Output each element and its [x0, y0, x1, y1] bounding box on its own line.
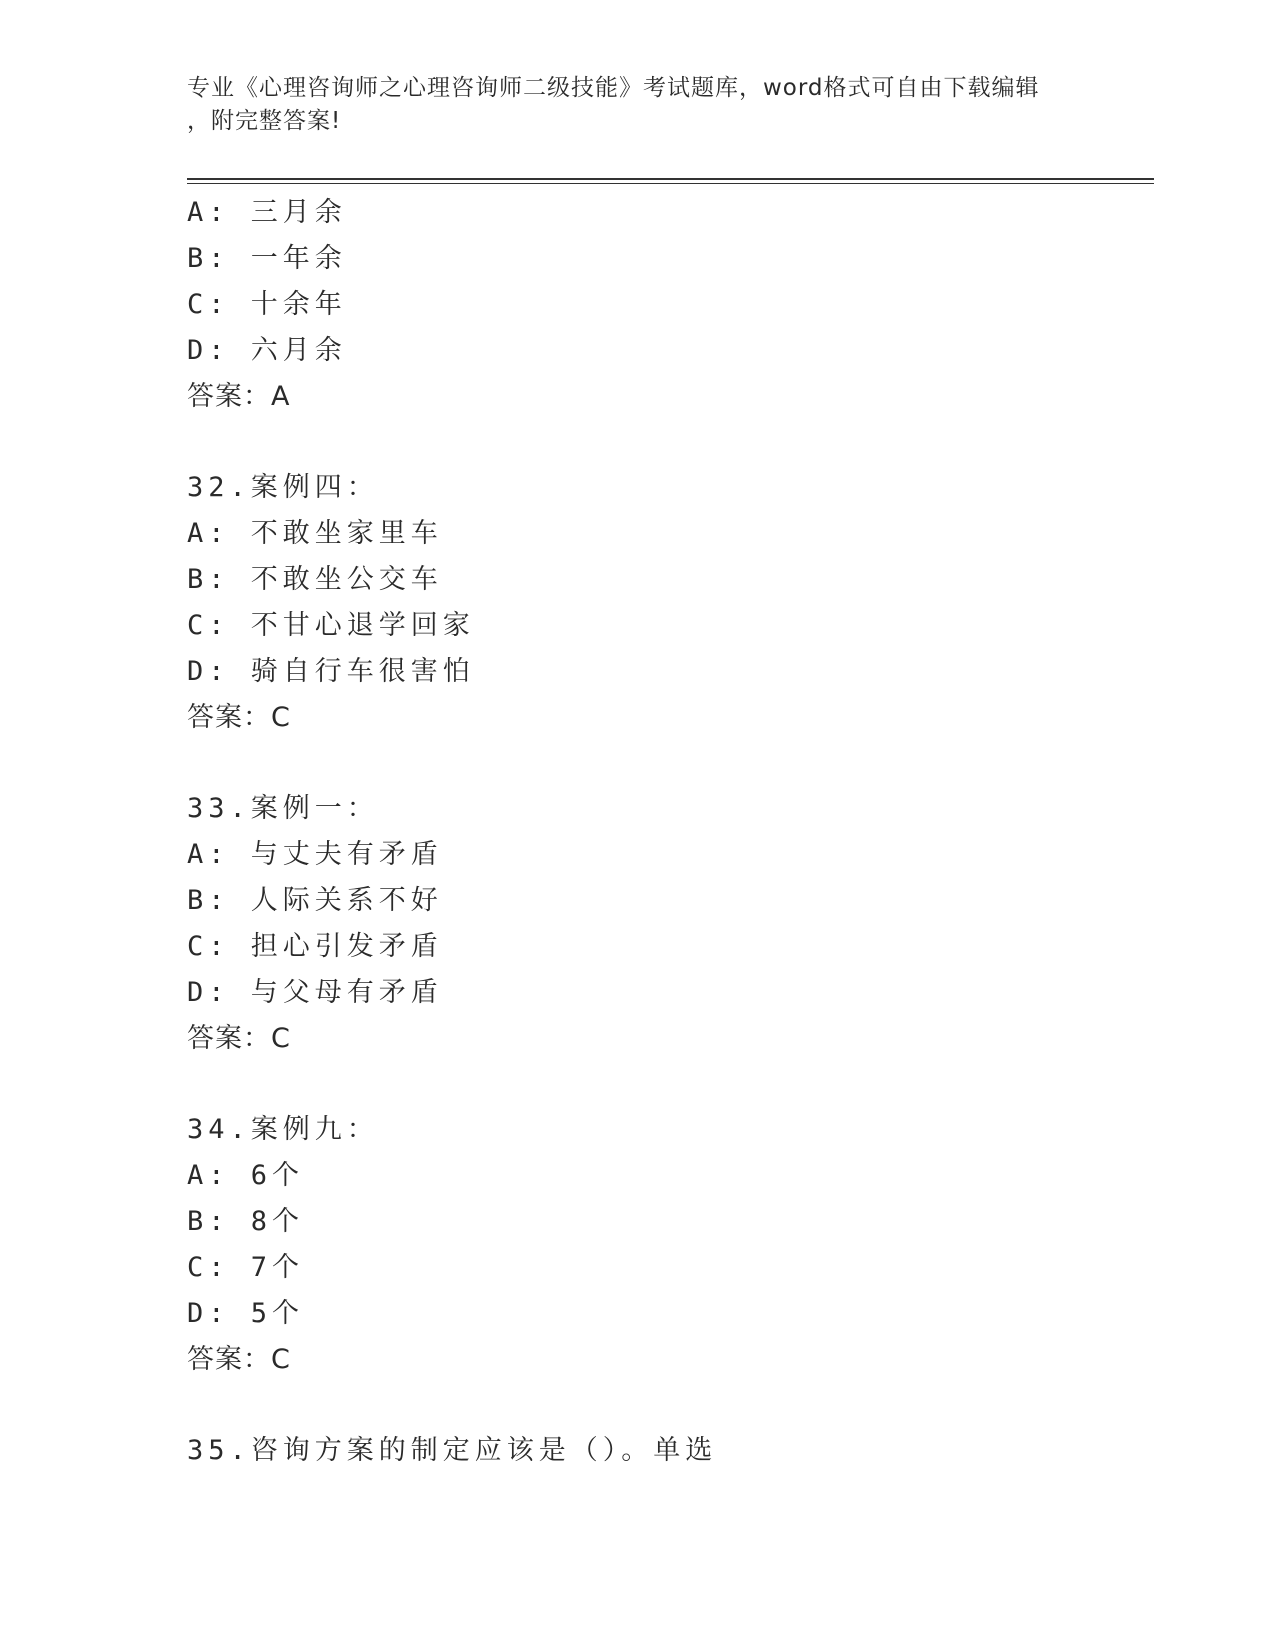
question-35 — [187, 1428, 1147, 1474]
option-d: D: 与父母有矛盾 — [187, 977, 443, 1008]
option-c: C: 7个 — [187, 1252, 305, 1283]
question-list — [187, 190, 1147, 1474]
answer: 答案：C — [187, 1023, 291, 1054]
option-c: C: 不甘心退学回家 — [187, 610, 475, 641]
option-d: D: 六月余 — [187, 335, 347, 366]
question-stem: 33.案例一： — [187, 793, 379, 824]
option-a: A: 与丈夫有矛盾 — [187, 839, 443, 870]
answer: 答案：C — [187, 1344, 291, 1375]
question-stem: 34.案例九： — [187, 1114, 379, 1145]
option-d: D: 5个 — [187, 1298, 305, 1329]
document-header — [187, 72, 1087, 138]
question-33 — [187, 786, 1147, 1062]
option-a: A: 三月余 — [187, 197, 347, 228]
header-rule-thick — [187, 178, 1154, 180]
header-rule-thin — [187, 183, 1154, 184]
header-line-1: 专业《心理咨询师之心理咨询师二级技能》考试题库，word格式可自由下载编辑 — [187, 75, 1040, 101]
answer: 答案：A — [187, 381, 291, 412]
option-b: B: 8个 — [187, 1206, 305, 1237]
answer: 答案：C — [187, 702, 291, 733]
option-b: B: 人际关系不好 — [187, 885, 443, 916]
question-32 — [187, 465, 1147, 741]
option-b: B: 一年余 — [187, 243, 347, 274]
option-d: D: 骑自行车很害怕 — [187, 656, 475, 687]
question-31 — [187, 190, 1147, 420]
option-a: A: 6个 — [187, 1160, 305, 1191]
question-34 — [187, 1107, 1147, 1383]
option-c: C: 担心引发矛盾 — [187, 931, 443, 962]
header-line-2: ，附完整答案! — [187, 108, 342, 134]
option-b: B: 不敢坐公交车 — [187, 564, 443, 595]
question-stem: 35.咨询方案的制定应该是（）。单选 — [187, 1435, 718, 1466]
option-c: C: 十余年 — [187, 289, 347, 320]
option-a: A: 不敢坐家里车 — [187, 518, 443, 549]
question-stem: 32.案例四： — [187, 472, 379, 503]
